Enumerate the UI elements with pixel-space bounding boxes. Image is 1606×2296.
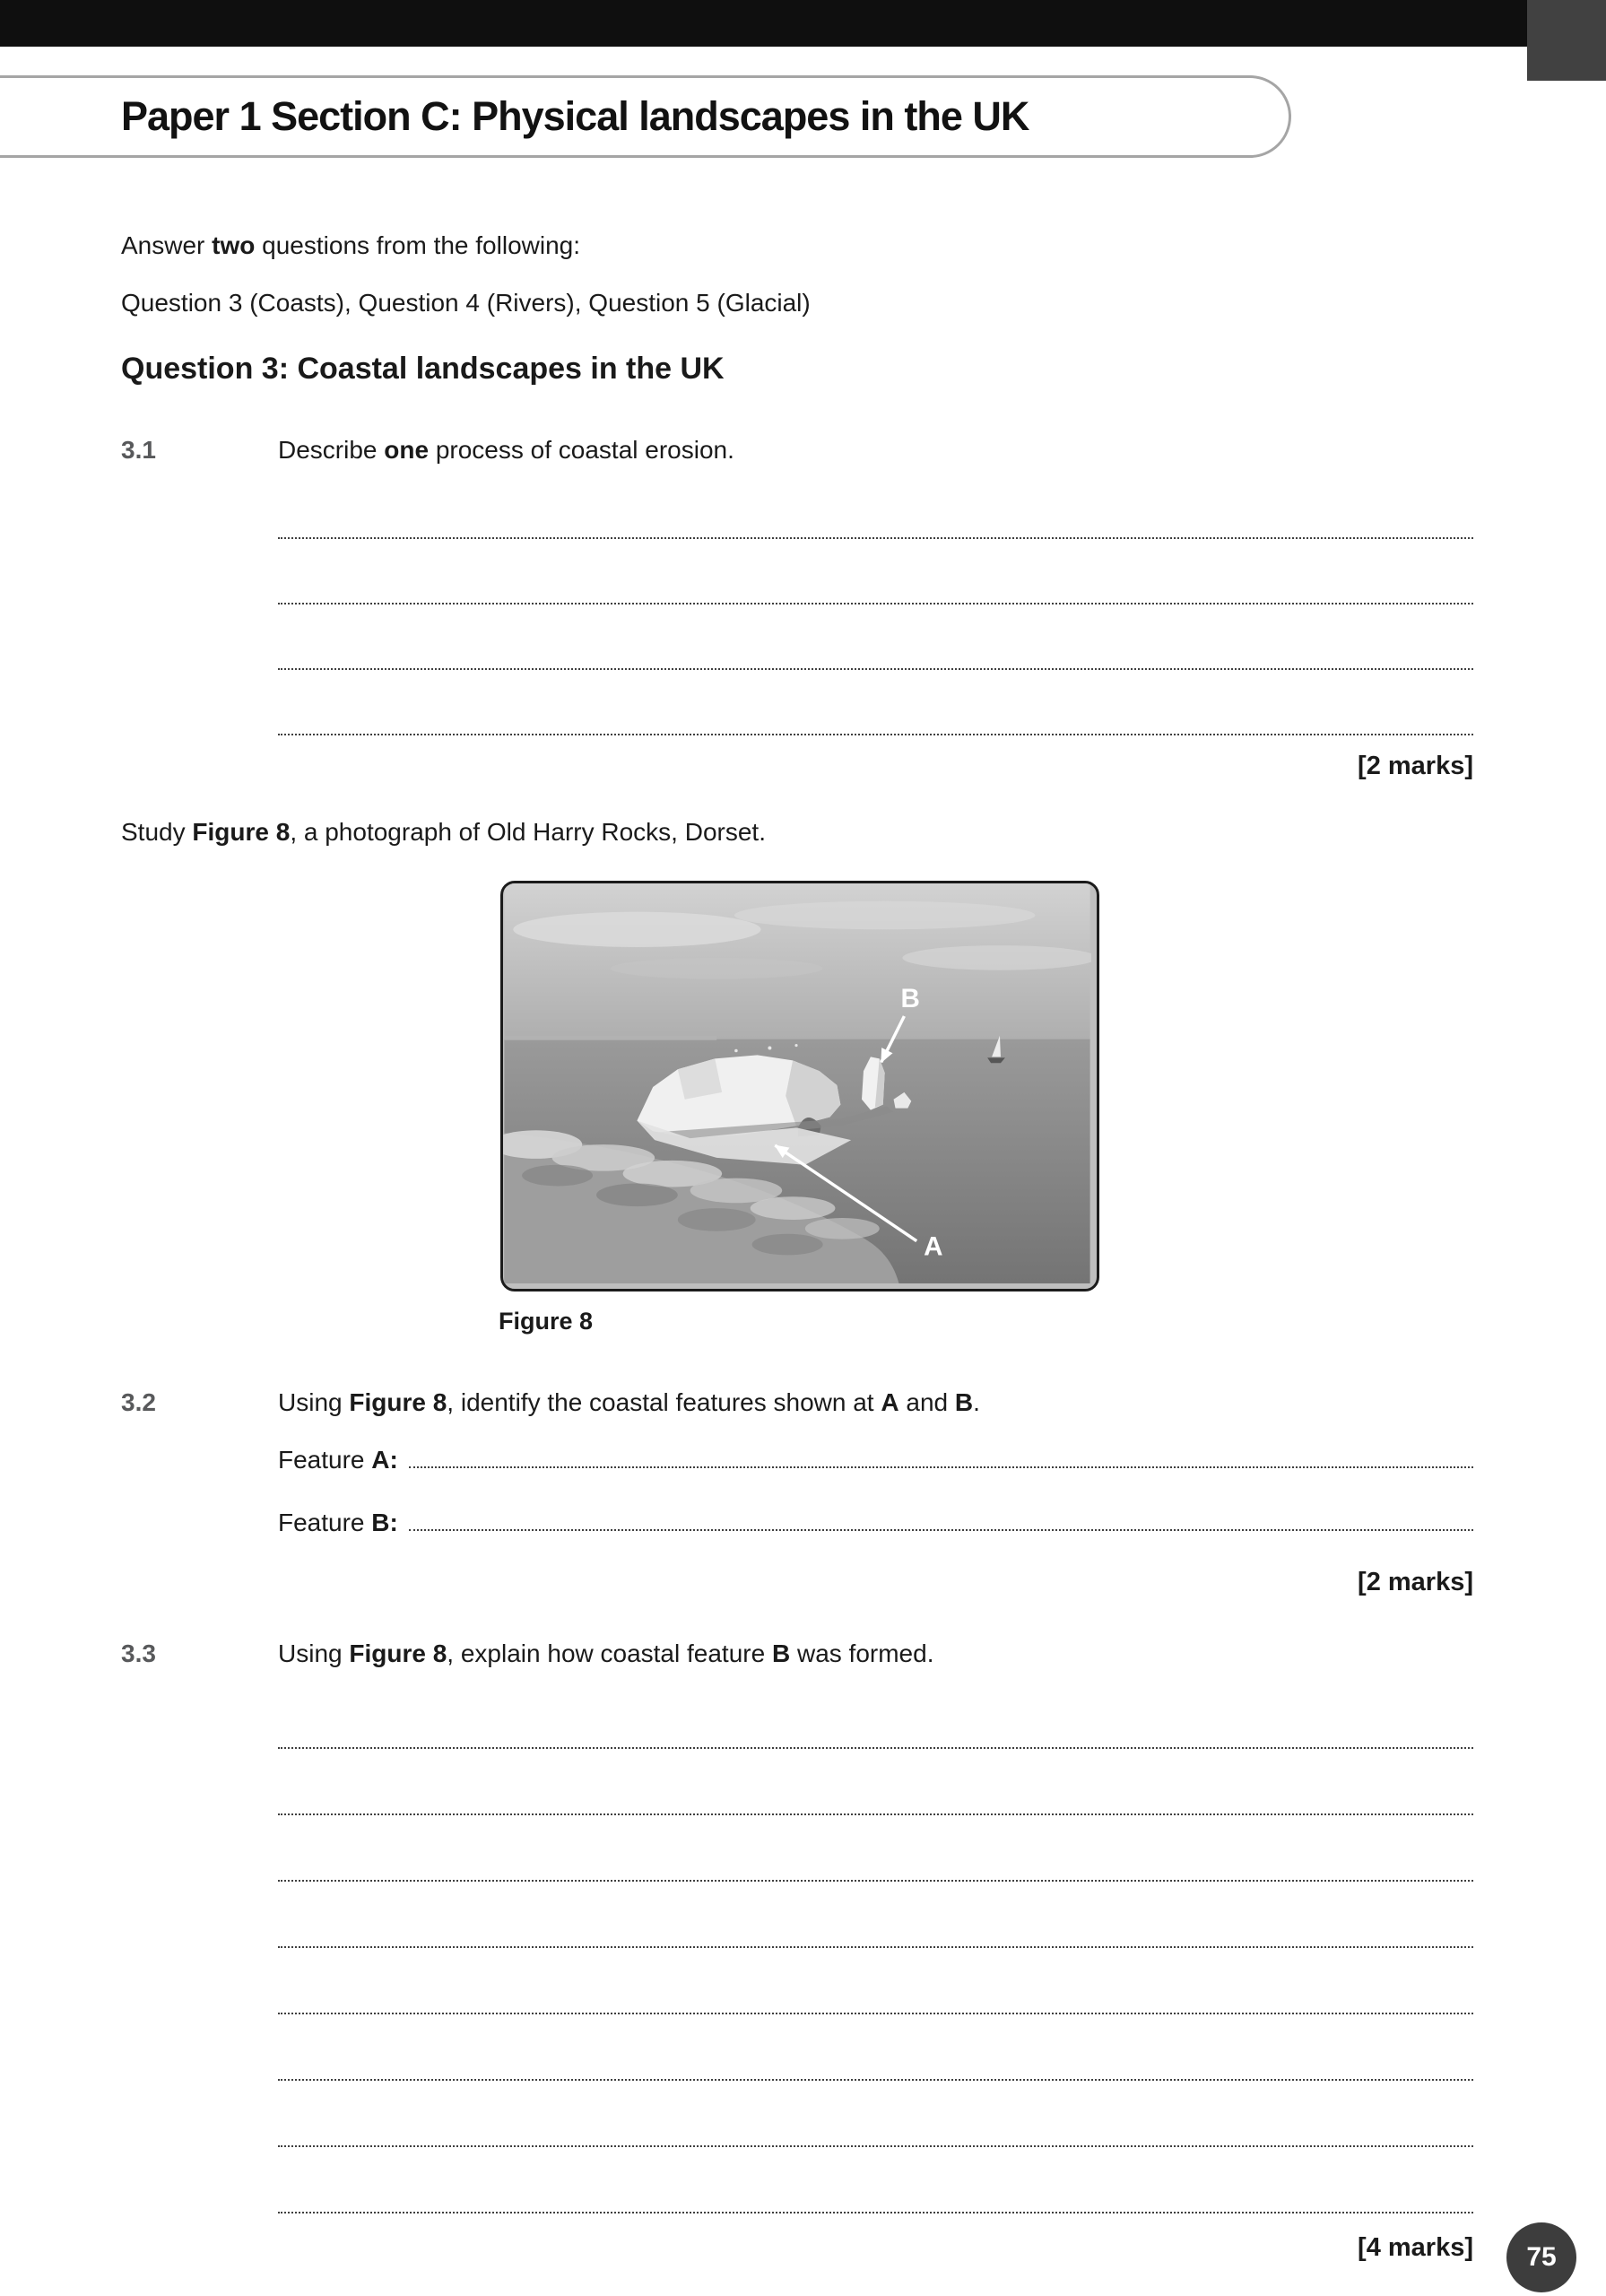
text-segment: . bbox=[973, 1388, 980, 1416]
question-number: 3.3 bbox=[121, 1639, 156, 1667]
feature-b-label bbox=[278, 1509, 398, 1537]
text-segment: Using bbox=[278, 1388, 350, 1416]
feature-a-label bbox=[278, 1446, 398, 1474]
section-title-box bbox=[0, 75, 1291, 158]
question-3-1-prompt bbox=[121, 436, 1473, 465]
figure-photo bbox=[503, 883, 1091, 1283]
question-3-2-prompt bbox=[121, 1388, 1473, 1417]
question-number: 3.1 bbox=[121, 436, 156, 464]
question-heading: Question 3: Coastal landscapes in the UK bbox=[121, 352, 725, 386]
text-segment: Feature bbox=[278, 1446, 372, 1474]
answer-line[interactable] bbox=[278, 670, 1473, 735]
photo-label-a: A bbox=[924, 1231, 943, 1262]
text-segment: two bbox=[212, 231, 256, 259]
feature-b-answer-line[interactable] bbox=[409, 1528, 1473, 1531]
intro-answer-line bbox=[121, 231, 580, 260]
feature-b-row bbox=[278, 1509, 1473, 1537]
answer-lines-3-1 bbox=[278, 474, 1473, 735]
answer-line[interactable] bbox=[278, 2014, 1473, 2081]
marks-3-2: [2 marks] bbox=[1358, 1568, 1473, 1596]
text-segment: questions from the following: bbox=[255, 231, 581, 259]
text-segment: was formed. bbox=[790, 1639, 934, 1667]
text-segment: Answer bbox=[121, 231, 213, 259]
text-segment: Describe bbox=[278, 436, 385, 464]
marks-3-3: [4 marks] bbox=[1358, 2233, 1473, 2262]
answer-line[interactable] bbox=[278, 1948, 1473, 2014]
text-segment: B bbox=[771, 1639, 791, 1667]
feature-a-answer-line[interactable] bbox=[409, 1465, 1473, 1468]
answer-line[interactable] bbox=[278, 474, 1473, 539]
text-segment: B bbox=[954, 1388, 974, 1416]
text-segment: Feature bbox=[278, 1509, 372, 1536]
answer-line[interactable] bbox=[278, 2081, 1473, 2147]
page-title: Paper 1 Section C: Physical landscapes in the UK bbox=[121, 93, 1029, 139]
figure-8-photo bbox=[500, 881, 1099, 1292]
answer-line[interactable] bbox=[278, 1815, 1473, 1882]
figure-caption: Figure 8 bbox=[499, 1308, 594, 1335]
top-banner bbox=[0, 0, 1606, 47]
question-3-3-prompt bbox=[121, 1639, 1473, 1668]
text-segment: , identify the coastal features shown at bbox=[447, 1388, 881, 1416]
text-segment: one bbox=[384, 436, 430, 464]
answer-line[interactable] bbox=[278, 604, 1473, 670]
answer-line[interactable] bbox=[278, 1882, 1473, 1948]
answer-line[interactable] bbox=[278, 1683, 1473, 1749]
text-segment: A: bbox=[371, 1446, 398, 1474]
text-segment: B: bbox=[371, 1509, 398, 1536]
text-segment: Study bbox=[121, 818, 193, 846]
text-segment: , a photograph of Old Harry Rocks, Dorset. bbox=[290, 818, 766, 846]
answer-line[interactable] bbox=[278, 1749, 1473, 1815]
text-segment: A bbox=[881, 1388, 899, 1416]
text-segment: Using bbox=[278, 1639, 350, 1667]
text-segment: Figure 8 bbox=[192, 818, 291, 846]
text-segment: Figure 8 bbox=[349, 1388, 447, 1416]
intro-options-line: Question 3 (Coasts), Question 4 (Rivers), Question 5 (Glacial) bbox=[121, 289, 811, 317]
marks-3-1: [2 marks] bbox=[1358, 752, 1473, 780]
text-segment: and bbox=[898, 1388, 955, 1416]
text-segment: Figure 8 bbox=[349, 1639, 447, 1667]
text-segment: process of coastal erosion. bbox=[429, 436, 734, 464]
page-number: 75 bbox=[1526, 2242, 1557, 2272]
answer-line[interactable] bbox=[278, 539, 1473, 604]
answer-lines-3-3 bbox=[278, 1683, 1473, 2213]
page-edge-tab bbox=[1527, 0, 1606, 81]
answer-line[interactable] bbox=[278, 2147, 1473, 2213]
feature-a-row bbox=[278, 1446, 1473, 1474]
text-segment: , explain how coastal feature bbox=[447, 1639, 772, 1667]
question-number: 3.2 bbox=[121, 1388, 156, 1416]
photo-label-b: B bbox=[900, 984, 920, 1014]
page-number-badge bbox=[1506, 2222, 1576, 2292]
figure-study-line bbox=[121, 818, 766, 847]
photo-sky bbox=[504, 883, 1091, 1043]
